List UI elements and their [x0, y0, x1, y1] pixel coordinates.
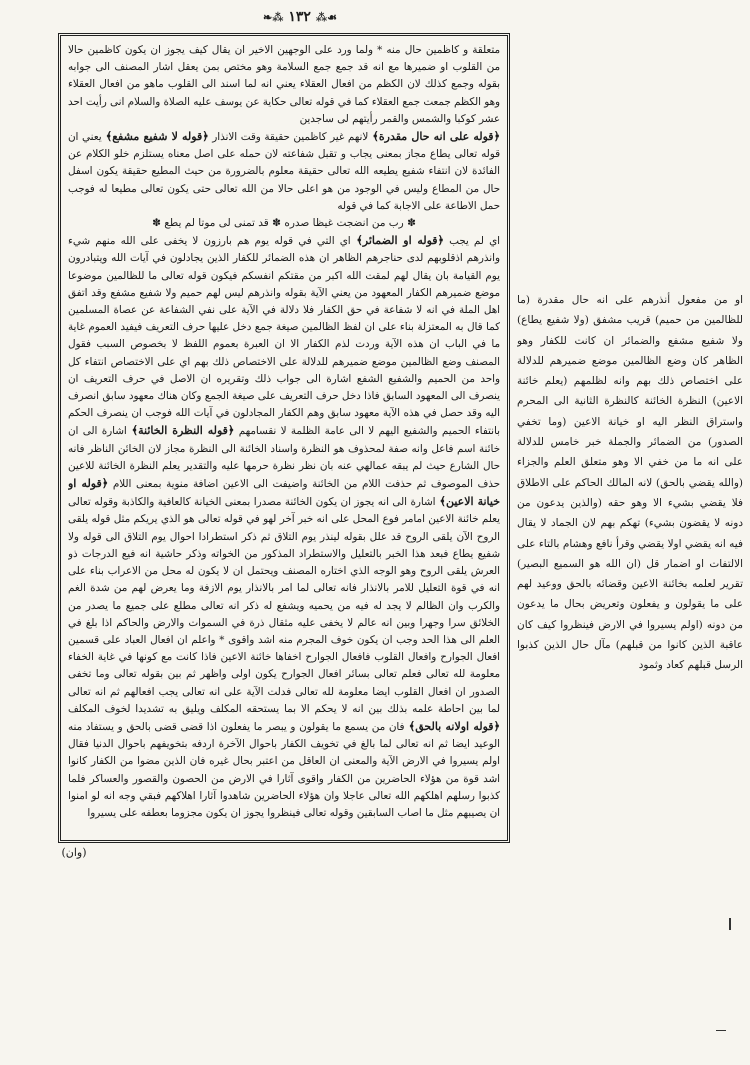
poetry-verse: ✽ رب من انضجت غيظا صدره ✽ قد تمنى لى موتا لم يطع ✽ — [152, 217, 416, 230]
margin-stray-mark — [729, 918, 731, 930]
verse-second-hemistich: قد تمنى لى موتا لم يطع — [164, 217, 269, 230]
margin-quran-tafsir — [517, 290, 743, 790]
main-paragraph: اشارة الى انه يجوز ان يكون الخائنة مصدرا بمعنى الخيانة كالعافية والكاذبة وقوله تعالى يعلم خائنة الاعين امامر فوع المحل على انه خبر آخر لهو في قوله تعالى هو الذي يريكم مثل قوله يلقى الروح الآن يلقى الروح قد علل بقوله لينذر يوم التلاق ثم ذكر استطرادا احوال يوم التلاق الى قوله ولا شفيع يطاع فبعد هذا الخبر بالتعليل والاستطراد المذكور من الخواته وذكر حاشية انه فيع الدرجات ذو العرش يلقى الروح وهو الوجه الذي اختاره المصنف ويحتمل ان لا يكون له محل من الاعراب بناء على انه في قوة التعليل للامر بالانذار فانه تعالى لما امر بالانذار يوم الازفة وما يعرض لهم من شدة الغم والكرب وان الظالم لا يجد له فيه من يحميه ويشفع له ذكر انه تعالى مطلع على جميع ما يصدر من الخلائق سرا وجهرا وبين انه عالم لا يخفى عليه مثقال ذرة في السموات والارض والحاكم اذا بلغ في العلم الى هذا الحد وجب ان يكون خوف المجرم منه اشد واقوى * واعلم ان افعال العباد على قسمين افعال الجوارح وافعال القلوب فافعال الجوارح اخفاها خائنة الاعين فاذا كانت مع كونها في غاية الخفاء معلومة لله تعالى فعلم تعالى بسائر افعال الجوارح يكون اولى واظهر ثم بين بقوله تعالى وما تخفى الصدور ان افعال القلوب ايضا معلومة لله تعالى فدلت الآية على انه تعالى يجب افعالهم ثم انه تعالى لما بين احاطة علمه بذلك بين انه لا يحكم الا بما يستحقه المكلف ويليق به تشديدا لخوف المكلف — [68, 496, 500, 715]
main-paragraph: متعلقة و كاظمين حال منه * ولما ورد على الوجهين الاخير ان يقال كيف يجوز ان يكون كاظمين حالا من القلوب او ضميرها مع انه قد جمع جمع السلامة وهو مختص بمن يعقل اشار المصنف الى جوابه بقوله وجمع كذلك لان الكظم من افعال العقلاء يعني انه لما اسند الى القلوب ماهو من افعال العقلاء وهو الكظم جمعت جمع العقلاء كما في قوله تعالى حكاية عن يوسف عليه الصلاة والسلام انى رأيت احد عشر كوكبا والشمس والقمر رأيتهم لى ساجدين — [68, 44, 500, 125]
main-paragraph: فان من يسمع ما يقولون و يبصر ما يفعلون اذا قضى قضى بالحق و يستفاد منه الوعيد ايضا ثم انه تعالى لما بالغ في تخويف الكفار باحوال الآخرة اردفه بتخويفهم باحوال الدنيا فقال اولم يسيروا في الارض الآية والمعنى ان العاقل من اعتبر بحال غيره فان الذين مضوا من الكفار كانوا اشد قوة من هؤلاء الحاضرين من الكفار واقوى آثارا في الارض من الحصون والقصور والعساكر فلما كذبوا رسلهم اهلكهم الله تعالى عاجلا وان هؤلاء الحاضرين شاهدوا آثارا اهلاكهم فبقي وجه انه لو امنوا ان يصيبهم مثل ما اصاب السابقين وقوله تعالى فينظروا يجوز ان يكون مجزوما بعطفه على يسيروا — [68, 720, 500, 819]
main-paragraph: اشارة الى ان خائنة اسم فاعل وانه صفة لمحذوف هو النظرة واسناد الخائنة الى النظرة مجاز لان الخائن الناظر فانه حال الشارع حيث لم يبقه عمالهي عنه بان نظر نظرة حرمها عليه والتقدير يعلم النظرة الخائنة للاعين حذف الموصوف ثم حذفت اللام من الخائنة واضيفت الى الاعين اضافة منوية بمعنى اللام — [68, 425, 500, 491]
catchword: (وان) — [61, 846, 87, 859]
ornament-left: ❧⁂ — [263, 11, 284, 24]
main-paragraph: اي لم يجب — [449, 235, 500, 248]
section-heading: ﴿قوله لا شفيع مشفع﴾ — [101, 130, 209, 144]
margin-stray-mark — [716, 1030, 726, 1031]
verse-first-hemistich: رب من انضجت غيظا صدره — [284, 217, 404, 230]
main-commentary-text — [68, 42, 500, 837]
page-number-header — [220, 6, 380, 28]
main-paragraph: لانهم غير كاظمين حقيقة وقت الانذار — [212, 131, 369, 144]
ornament-right: ⁂☙ — [315, 11, 337, 24]
margin-paragraph: او من مفعول أنذرهم على انه حال مقدرة (ما للظالمين من حميم) قريب مشفق (ولا شفيع يطاع) ولا شفيع مشفع والضمائر ان كانت للكفار وهو الظاهر كان وضع الظالمين موضع ضميرهم للدلالة على اختصاص ذلك بهم وانه لظلمهم (يعلم خائنة الاعين) النظرة الخائنة كالنظرة الثانية الى المحرم واستراق النظر اليه او خيانة الاعين (وما تخفي الصدور) من الضمائر والجملة خبر خامس للدلالة على انه ما من خفي الا وهو متعلق العلم والجزاء (والله يقضي بالحق) لانه المالك الحاكم على الاطلاق فلا يقضي بشيء الا وهو حقه (والذين يدعون من دونه لا يقضون بشيء) تهكم بهم لان الجماد لا يقال فيه انه يقضي اولا يقضي وقرأ نافع وهشام بالتاء على الالتفات او اضمار قل (ان الله هو السميع البصير) تقرير لعلمه بخائنة الاعين وقضائه بالحق ووعيد لهم على ما يقولون و يفعلون وتعريض بحال ما يدعون من دونه (اولم يسيروا في الارض فينظروا كيف كان عاقبة الذين كانوا من قبلهم) مآل حال الذين كذبوا الرسل قبلهم كعاد وثمود — [517, 294, 743, 672]
main-paragraph: اي التي في قوله يوم هم بارزون لا يخفى على الله منهم شيء وانذرهم اذقلوبهم لدى حناجرهم الظاهر ان هذه الضمائر للكفار الذين يجادلون في آيات الله ويتبادرون يوم القيامة بان يقال لهم لمقت الله اكبر من مقتكم انفسكم فيكون قوله تعالى ما للظالمين موضوعا موضع ضميرهم الكفار المعهود من يعني الآية بقوله وانذرهم ليس لهم حميم ولا شفيع مشفع وقد اتفق اهل الملة في انه لا شفاعة في حق الكفار فلا دلالة في الآية على نفي الشفاعة عن عصاة المسلمين كما قال به المعتزلة بناء على ان لفظ الظالمين صيغة جمع دخل عليها حرف التعريف فيفيد العموم غاية ما في الباب ان هذه الآية وردت لذم الكفار الا ان العبرة بعموم اللفظ لا بخصوص السبب فقول المصنف وضع الظالمين موضع ضميرهم للدلالة على الاختصاص ذلك بهم اي على الاختصاص انتفاء كل واحد من الحميم والشفيع الشفع اشارة الى جواب ذلك وتقريره ان الاصل في حرف التعريف ان ينصرف الى المعهود السابق فاذا دخل حرف التعريف على صيغة الجمع وكان هناك معهود سابق انصرف اليه وقد حصل في هذه الآية معهود سابق وهم الكفار المجادلون في آيات الله فوجب ان ينصرف الحكم بانتفاء الحميم والشفيع اليهم لا الى عامة الظلمة لا نقسامهم — [68, 235, 500, 438]
section-heading: ﴿قوله على انه حال مقدرة﴾ — [368, 130, 500, 144]
section-heading: ﴿قوله اولانه بالحق﴾ — [404, 719, 500, 733]
section-heading: ﴿قوله النظرة الخائنة﴾ — [126, 424, 235, 438]
main-paragraph: يعني ان قوله تعالى يطاع مجاز بمعنى يجاب و تقبل شفاعته لان حمله على اصل معناه يستلزم خلو الكلام عن الفائدة لان انتفاء شفيع يطيعه الله تعالى حقيقة معلوم بالضرورة من حيث المطيع حقيقة يكون اسفل حال من المطاع وليس في الوجود من هو اعلى حالا من الله تعالى حتى يكون تعالى مطيعا له فوجب حمل الاطاعة على الاجابة كما في قوله — [68, 131, 500, 212]
section-heading: ﴿قوله او خيانة الاعين﴾ — [68, 477, 500, 509]
section-heading: ﴿قوله او الضمائر﴾ — [350, 234, 444, 248]
page-number: ١٣٢ — [288, 9, 311, 25]
